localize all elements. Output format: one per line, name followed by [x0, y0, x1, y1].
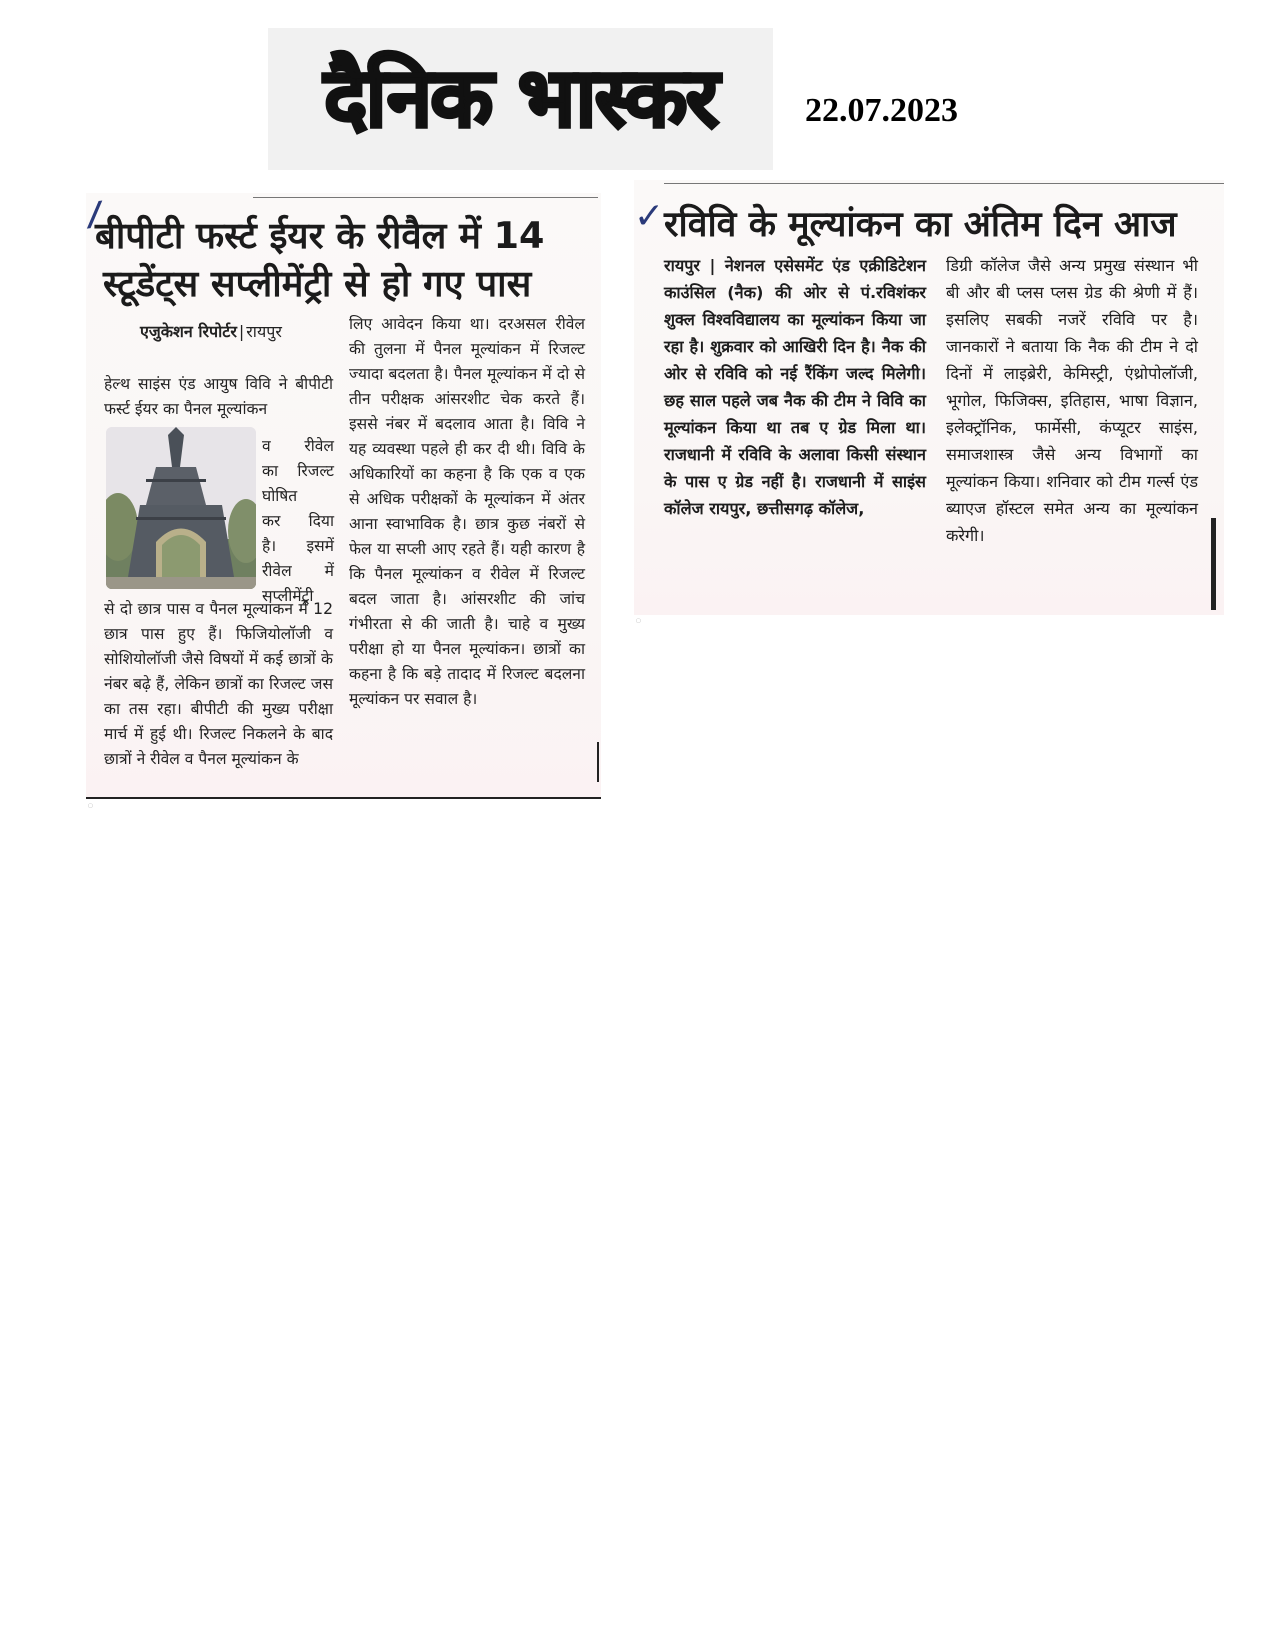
article-left-col2: लिए आवेदन किया था। दरअसल रीवेल की तुलना में पैनल मूल्यांकन में रिजल्ट ज्यादा बदलता है। पैनल मूल्यांकन में दो से तीन परीक्षक आंसरशीट चेक करते हैं। इससे नंबर में बदलाव आता है। विवि ने यह व्यवस्था पहले ही कर दी थी। विवि के अधिकारियों का कहना है कि एक व एक से अधिक परीक्षकों के मूल्यांकन में अंतर आना स्वाभाविक है। छात्र कुछ नंबरों से फेल या सप्ली आए रहते हैं। यही कारण है कि पैनल मूल्यांकन व रीवेल में रिजल्ट बदल जाता है। आंसरशीट की जांच गंभीरता से की जाती है। चाहे व मुख्य परीक्षा हो या पैनल मूल्यांकन। छात्रों का कहना है कि बड़े तादाद में रिजल्ट बदलना मूल्यांकन पर सवाल है। [349, 315, 585, 708]
clipping-bottom-rule [86, 797, 601, 799]
article-right-col1-text: नेशनल एसेसमेंट एंड एक्रीडिटेशन काउंसिल (नैक) की ओर से पं.रविशंकर शुक्ल विश्वविद्यालय का मूल्यांकन किया जा रहा है। शुक्रवार को आखिरी दिन है। नैक की ओर से रविवि को नई रैंकिंग जल्द मिलेगी। छह साल पहले जब नैक की टीम ने विवि का मूल्यांकन किया था तब ए ग्रेड मिला था। राजधानी में रविवि के अलावा किसी संस्थान के पास ए ग्रेड नहीं है। राजधानी में साइंस कॉलेज रायपुर, छत्तीसगढ़ कॉलेज, [664, 256, 926, 518]
article-right-col1 [664, 252, 926, 522]
scanner-credit: ▢ [636, 618, 641, 624]
dateline: रायपुर | [664, 256, 716, 275]
wrap-line: सप्लीमेंट्री [262, 587, 314, 605]
clipping-right-edge-mark [1211, 518, 1216, 610]
newspaper-masthead [268, 28, 773, 170]
article-left-byline [140, 320, 282, 342]
article-left-col1-wrap [262, 434, 334, 609]
newspaper-title: दैनिक भास्कर [323, 51, 718, 146]
article-left-col1-rest: से दो छात्र पास व पैनल मूल्यांकन में 12 छात्र पास हुए हैं। फिजियोलॉजी व सोशियोलॉजी जैसे विषयों में कई छात्रों के नंबर बढ़े हैं, लेकिन छात्रों का रिजल्ट जस का तस रहा। बीपीटी की मुख्य परीक्षा मार्च में हुई थी। रिजल्ट निकलने के बाद छात्रों ने रीवेल व पैनल मूल्यांकन के [104, 600, 333, 768]
clipping-top-rule [253, 197, 598, 198]
byline-reporter: एजुकेशन रिपोर्टर [140, 322, 237, 341]
photo-illustration [106, 427, 256, 589]
byline-place: रायपुर [246, 322, 282, 341]
article-left-headline-line1: बीपीटी फर्स्ट ईयर के रीवैल में 14 [95, 214, 545, 257]
publication-date: 22.07.2023 [805, 92, 958, 129]
wrap-line: व रीवेल [262, 437, 334, 455]
checkmark-icon: ✓ [634, 196, 665, 237]
wrap-line: का रिजल्ट [262, 462, 334, 480]
article-left-col1-intro: हेल्थ साइंस एंड आयुष विवि ने बीपीटी फर्स्ट ईयर का पैनल मूल्यांकन [104, 375, 333, 418]
scanner-credit: ▢ [88, 803, 93, 809]
clipping-top-rule [664, 183, 1224, 184]
wrap-line: घोषित [262, 487, 298, 505]
wrap-line: रीवेल में [262, 562, 334, 580]
article-right-headline: रविवि के मूल्यांकन का अंतिम दिन आज [664, 204, 1177, 245]
wrap-line: है। इसमें [262, 537, 334, 555]
wrap-line: कर दिया [262, 512, 334, 530]
article-left-headline-line2: स्टूडेंट्स सप्लीमेंट्री से हो गए पास [103, 262, 532, 305]
article-right-col2: डिग्री कॉलेज जैसे अन्य प्रमुख संस्थान भी बी और बी प्लस प्लस ग्रेड की श्रेणी में हैं। इसलिए सबकी नजरें रविवि पर है। जानकारों ने बताया कि नैक की टीम ने दो दिनों में लाइब्रेरी, केमिस्ट्री, एंथ्रोपोलॉजी, भूगोल, फिजिक्स, इतिहास, भाषा विज्ञान, इलेक्ट्रॉनिक, फार्मेसी, कंप्यूटर साइंस, समाजशास्त्र जैसे अन्य विभागों का मूल्यांकन किया। शनिवार को टीम गर्ल्स एंड ब्याएज हॉस्टल समेत अन्य का मूल्यांकन करेगी। [946, 256, 1198, 545]
pen-mark-icon: ⁄ [89, 195, 101, 237]
byline-separator: | [238, 322, 245, 341]
university-gate-photo [106, 427, 256, 589]
clipping-right-edge-mark [597, 742, 599, 782]
